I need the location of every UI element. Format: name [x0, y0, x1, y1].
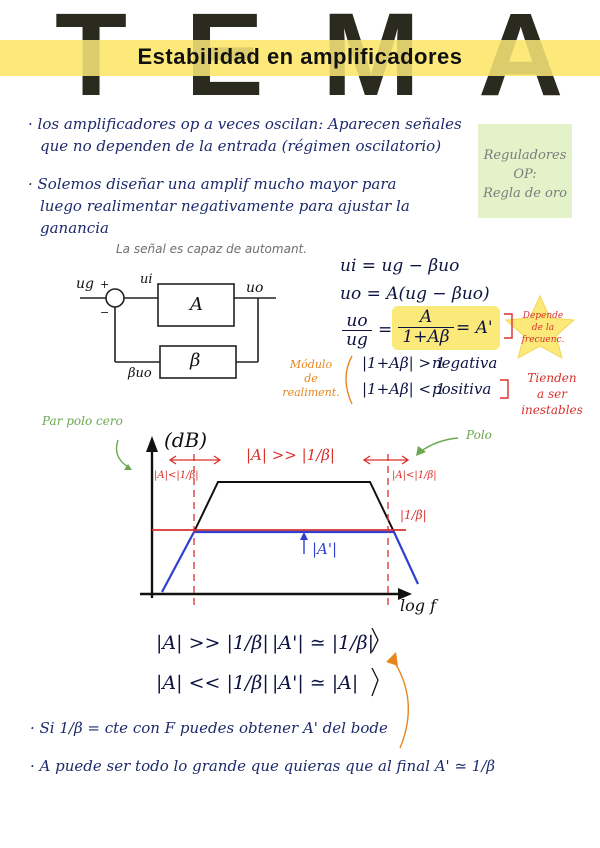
pole-zero-label: Par polo cero [42, 414, 123, 428]
modulo-brace [346, 356, 352, 404]
gray-note: La señal es capaz de automant. [116, 242, 308, 256]
condition-2-result: positiva [432, 380, 492, 398]
star-note [516, 310, 570, 346]
side-note-line2: OP: [513, 167, 537, 182]
a-prime-arrowhead [300, 532, 308, 540]
modulo-note-3: realiment. [282, 386, 340, 399]
fraction-den: 1+Aβ [402, 327, 450, 347]
note-bullet1-line1: · los amplificadores op a veces oscilan: Aparecen señales [28, 115, 462, 133]
side-note-line3: Regla de oro [483, 186, 567, 201]
x-axis-label: log f [400, 596, 436, 615]
final-note-2: · A puede ser todo lo grande que quieras que al final A' ≃ 1/β [30, 757, 496, 775]
closed-loop-fraction [398, 308, 454, 347]
summary-row1-left: |A| >> |1/β| [156, 632, 269, 654]
error-label: ui [140, 272, 153, 287]
inverse-beta-label: |1/β| [400, 508, 427, 522]
side-note-line1: Reguladores [483, 148, 567, 163]
unstable-note-1: Tienden [527, 371, 577, 385]
note-bullet2-line3: ganancia [40, 219, 109, 237]
y-axis-label: (dB) [164, 428, 208, 452]
summing-junction [106, 289, 124, 307]
closed-loop-result: = A' [456, 318, 493, 338]
summary-arrowhead [386, 652, 398, 666]
gain-label: A [190, 294, 203, 315]
note-bullet1-line2: que no dependen de la entrada (régimen oscilatorio) [40, 137, 442, 155]
final-note-1: · Si 1/β = cte con F puedes obtener A' del bode [30, 719, 388, 737]
equation-ui: ui = ug − βuo [340, 256, 460, 276]
condition-1-result: negativa [432, 354, 498, 372]
equals-sign: = [378, 320, 393, 340]
summary-row2-right: |A'| ≃ |A| [272, 672, 359, 694]
ratio-den: ug [346, 330, 368, 350]
summary-row1-right: |A'| ≃ |1/β| [272, 632, 375, 654]
plus-sign: + [100, 278, 110, 291]
bode-right-label: |A|<|1/β| [392, 470, 437, 481]
condition-1: |1+Aβ| > 1 [362, 354, 446, 372]
ratio-num: uo [342, 312, 372, 331]
condition-2: |1+Aβ| < 1 [362, 380, 446, 398]
left-region-arrow [170, 456, 220, 464]
note-bullet2-line2: luego realimentar negativamente para ajustar la [40, 197, 410, 215]
pole-arrowhead [416, 446, 426, 456]
unstable-note [520, 370, 584, 418]
note-bullet2-line1: · Solemos diseñar una amplif mucho mayor para [28, 175, 397, 193]
unstable-bracket [500, 380, 508, 398]
star-note-3: frecuenc. [521, 335, 565, 345]
open-loop-gain-curve [194, 482, 394, 532]
beta-label: β [190, 350, 201, 371]
star-note-2: de la [531, 323, 555, 333]
block-diagram [80, 284, 276, 378]
output-label: uo [246, 280, 264, 296]
unstable-note-2: a ser [537, 387, 567, 401]
bode-top-label: |A| >> |1/β| [246, 446, 335, 464]
closed-loop-gain-curve [162, 532, 418, 592]
a-prime-label: |A'| [312, 540, 338, 558]
bode-left-label: |A|<|1/β| [154, 470, 199, 481]
fraction-num: A [398, 308, 454, 328]
pole-zero-arrow [117, 440, 131, 468]
summary-row2-left: |A| << |1/β| [156, 672, 269, 694]
modulo-note-1: Módulo [289, 358, 333, 371]
summary-arrow [392, 658, 408, 748]
modulo-note-2: de [304, 372, 318, 385]
bode-y-arrow [146, 436, 158, 452]
right-region-arrow [364, 456, 408, 464]
star-bracket [504, 314, 512, 338]
equation-ratio [342, 312, 372, 349]
equation-uo: uo = A(ug − βuo) [340, 284, 490, 304]
pole-arrow [420, 438, 458, 452]
input-label: ug [76, 276, 94, 292]
minus-sign: − [100, 306, 110, 319]
star-note-1: Depende [522, 311, 564, 321]
unstable-note-3: inestables [521, 403, 583, 417]
pole-label: Polo [466, 428, 492, 442]
page-title: Estabilidad en amplificadores [137, 44, 463, 69]
feedback-label: βuo [128, 366, 152, 381]
modulo-note [280, 358, 342, 400]
